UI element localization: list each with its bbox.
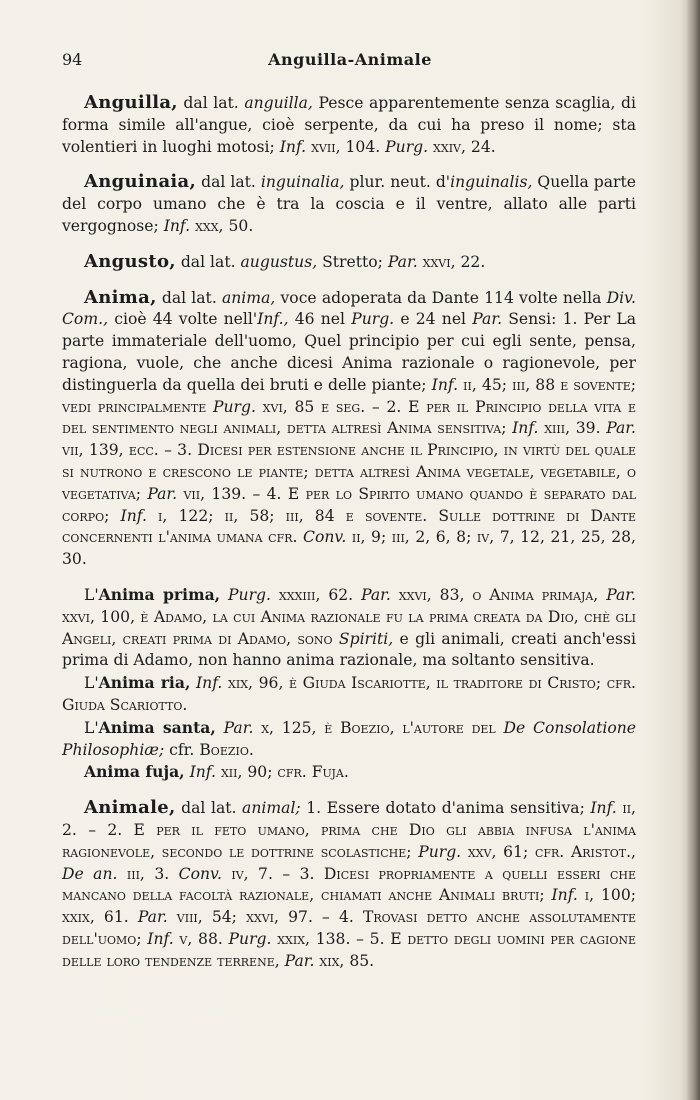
headword: Angusto,	[84, 250, 176, 272]
headword: Anima,	[84, 286, 157, 308]
page-header	[62, 50, 638, 74]
page-edge-shadow	[686, 0, 700, 1100]
headword: Anima prima,	[98, 584, 221, 604]
entry-anguinaia: Anguinaia, dal lat. inguinalia, plur. neut. d'inguinalis, Quella parte del corpo umano che è tra la coscia e il ventre, allato alle parti vergognose; Inf. xxx, 50.	[62, 171, 636, 235]
entry-angusto: Angusto, dal lat. augustus, Stretto; Par. xxvi, 22.	[84, 250, 486, 272]
headword: Anima santa,	[98, 717, 216, 737]
entry-anguilla: Anguilla, dal lat. anguilla, Pesce apparentemente senza scaglia, di forma simile all'angue, cioè serpente, da cui ha preso il nome; sta volentieri in luoghi motosi; Inf. xvii, 104. Purg. xxiv, 24.	[62, 92, 636, 156]
headword: Anima fuja,	[84, 762, 185, 782]
page-number: 94	[62, 50, 83, 69]
entry-anima-fuja: Anima fuja, Inf. xii, 90; cfr. Fuja.	[84, 762, 349, 782]
entry-animale: Animale, dal lat. animal; 1. Essere dotato d'anima sensitiva; Inf. ii, 2. – 2. E per il feto umano, prima che Dio gli abbia infusa l'anima ragionevole, secondo le dottrine scolastiche; Purg. xxv, 61; cfr. Aristot., De an. iii, 3. Conv. iv, 7. – 3. Dicesi propriamente a quelli esseri che mancano della facoltà razionale, chiamati anche Animali bruti; Inf. i, 100; xxix, 61. Par. viii, 54; xxvi, 97. – 4. Trovasi detto anche assolutamente dell'uomo; Inf. v, 88. Purg. xxix, 138. – 5. E detto degli uomini per cagione delle loro tendenze terrene, Par. xix, 85.	[62, 797, 637, 970]
headword: Anguilla,	[84, 92, 178, 113]
entry-anima-ria: L'Anima ria, Inf. xix, 96, è Giuda Iscariotte, il traditore di Cristo; cfr. Giuda Scariotto.	[62, 673, 636, 714]
headword: Animale,	[84, 797, 176, 819]
entry-anima: Anima, dal lat. anima, voce adoperata da Dante 114 volte nella Div. Com., cioè 44 volte nell'Inf., 46 nel Purg. e 24 nel Par. Sensi: 1. Per La parte immateriale dell'uomo, Quel principio per cui egli sente, pensa, ragiona, vuole, che anche dicesi Anima razionale o ragionevole, per distinguerla da quella dei bruti e delle piante; Inf. ii, 45; iii, 88 e sovente; vedi principalmente Purg. xvi, 85 e seg. – 2. E per il Principio della vita e del sentimento negli animali, detta altresì Anima sensitiva; Inf. xiii, 39. Par. vii, 139, ecc. – 3. Dicesi per estensione anche il Principio, in virtù del quale si nutrono e crescono le piante; detta altresì Anima vegetale, vegetabile, o vegetativa; Par. vii, 139. – 4. E per lo Spirito umano quando è separato dal corpo; Inf. i, 122; ii, 58; iii, 84 e sovente. Sulle dottrine di Dante concernenti l'anima umana cfr. Conv. ii, 9; iii, 2, 6, 8; iv, 7, 12, 21, 25, 28, 30.	[62, 286, 637, 569]
dictionary-body	[62, 92, 636, 985]
running-head: Anguilla-Animale	[268, 50, 432, 69]
headword: Anguinaia,	[84, 171, 197, 193]
entry-anima-santa: L'Anima santa, Par. x, 125, è Boezio, l'autore del De Consolatione Philosophiæ; cfr. Boezio.	[62, 717, 636, 759]
headword: Anima ria,	[98, 673, 191, 693]
entry-anima-prima: L'Anima prima, Purg. xxxiii, 62. Par. xxvi, 83, o Anima primaja, Par. xxvi, 100, è Adamo, la cui Anima razionale fu la prima creata da Dio, chè gli Angeli, creati prima di Adamo, sono Spiriti, e gli animali, creati anch'essi prima di Adamo, non hanno anima razionale, ma soltanto sensitiva.	[62, 584, 636, 670]
